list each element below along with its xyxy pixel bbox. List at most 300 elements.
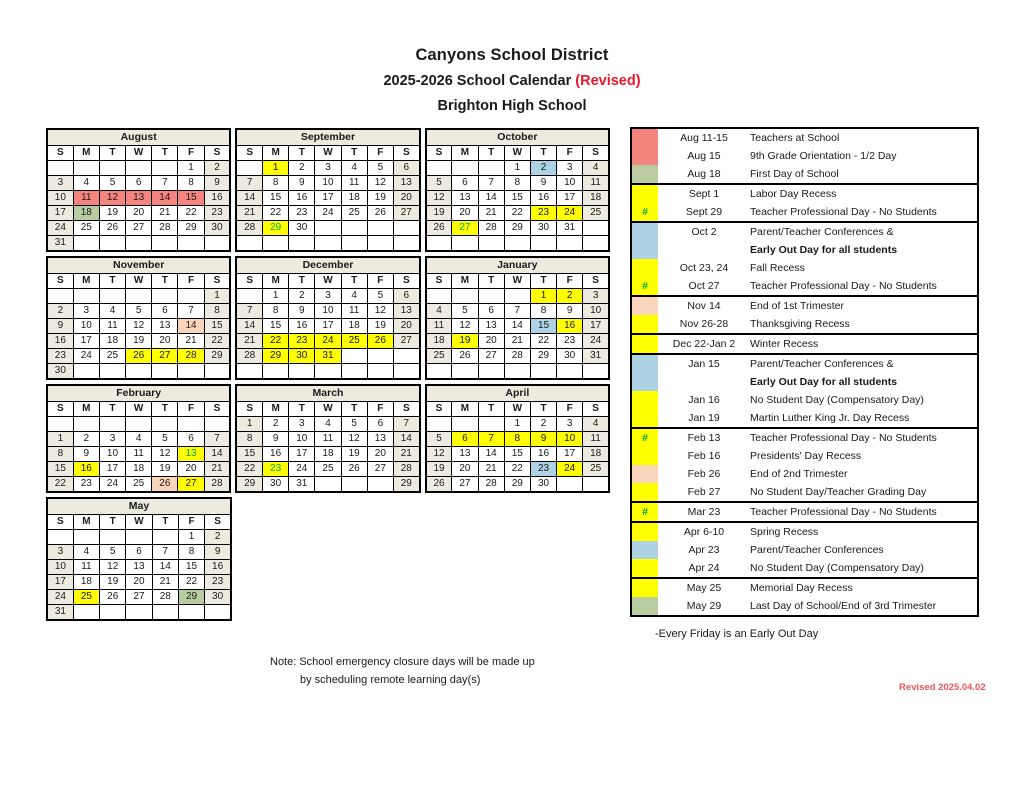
- day-cell[interactable]: 7: [236, 304, 262, 319]
- day-cell[interactable]: 12: [452, 319, 478, 334]
- day-cell[interactable]: 16: [205, 560, 231, 575]
- day-cell[interactable]: 29: [178, 221, 204, 236]
- day-cell[interactable]: 5: [99, 176, 125, 191]
- day-cell[interactable]: 7: [393, 417, 419, 432]
- day-cell[interactable]: 2: [557, 289, 583, 304]
- day-cell[interactable]: 11: [583, 176, 609, 191]
- day-cell[interactable]: 22: [263, 206, 289, 221]
- day-cell[interactable]: 22: [236, 462, 262, 477]
- day-cell[interactable]: 14: [478, 447, 504, 462]
- day-cell[interactable]: 5: [152, 432, 178, 447]
- day-cell[interactable]: 29: [236, 477, 262, 493]
- day-cell[interactable]: 14: [478, 191, 504, 206]
- day-cell[interactable]: 6: [393, 161, 419, 176]
- day-cell[interactable]: 15: [178, 191, 204, 206]
- day-cell[interactable]: 23: [263, 462, 289, 477]
- day-cell[interactable]: 24: [47, 590, 73, 605]
- day-cell[interactable]: 13: [452, 191, 478, 206]
- day-cell[interactable]: 16: [263, 447, 289, 462]
- day-cell[interactable]: 18: [341, 191, 367, 206]
- day-cell[interactable]: 23: [205, 575, 231, 590]
- day-cell[interactable]: 3: [99, 432, 125, 447]
- day-cell[interactable]: 26: [367, 206, 393, 221]
- day-cell[interactable]: 14: [152, 560, 178, 575]
- day-cell[interactable]: 19: [367, 191, 393, 206]
- day-cell[interactable]: 18: [583, 447, 609, 462]
- day-cell[interactable]: 14: [236, 191, 262, 206]
- day-cell[interactable]: 11: [99, 319, 125, 334]
- day-cell[interactable]: 21: [204, 462, 230, 477]
- day-cell[interactable]: 24: [315, 334, 341, 349]
- day-cell[interactable]: 30: [47, 364, 73, 380]
- day-cell[interactable]: 20: [393, 191, 419, 206]
- day-cell[interactable]: 17: [557, 447, 583, 462]
- day-cell[interactable]: 8: [47, 447, 73, 462]
- day-cell[interactable]: 16: [204, 191, 230, 206]
- day-cell[interactable]: 7: [152, 176, 178, 191]
- day-cell[interactable]: 27: [152, 349, 178, 364]
- day-cell[interactable]: 26: [426, 221, 452, 236]
- day-cell[interactable]: 10: [73, 319, 99, 334]
- day-cell[interactable]: 7: [504, 304, 530, 319]
- day-cell[interactable]: 11: [315, 432, 341, 447]
- day-cell[interactable]: 13: [152, 319, 178, 334]
- day-cell[interactable]: 13: [393, 304, 419, 319]
- day-cell[interactable]: 5: [367, 289, 393, 304]
- day-cell[interactable]: 30: [289, 349, 315, 364]
- day-cell[interactable]: 10: [557, 432, 583, 447]
- day-cell[interactable]: 1: [504, 161, 530, 176]
- day-cell[interactable]: 22: [530, 334, 556, 349]
- day-cell[interactable]: 19: [452, 334, 478, 349]
- day-cell[interactable]: 12: [152, 447, 178, 462]
- day-cell[interactable]: 4: [583, 161, 609, 176]
- day-cell[interactable]: 13: [126, 191, 152, 206]
- day-cell[interactable]: 15: [530, 319, 556, 334]
- day-cell[interactable]: 5: [367, 161, 393, 176]
- day-cell[interactable]: 1: [47, 432, 73, 447]
- day-cell[interactable]: 8: [504, 176, 530, 191]
- day-cell[interactable]: 14: [178, 319, 204, 334]
- day-cell[interactable]: 9: [73, 447, 99, 462]
- day-cell[interactable]: 4: [315, 417, 341, 432]
- day-cell[interactable]: 22: [47, 477, 73, 493]
- day-cell[interactable]: 17: [315, 319, 341, 334]
- day-cell[interactable]: 2: [289, 161, 315, 176]
- day-cell[interactable]: 8: [530, 304, 556, 319]
- day-cell[interactable]: 7: [236, 176, 262, 191]
- day-cell[interactable]: 6: [393, 289, 419, 304]
- day-cell[interactable]: 7: [178, 304, 204, 319]
- day-cell[interactable]: 23: [47, 349, 73, 364]
- day-cell[interactable]: 7: [478, 176, 504, 191]
- day-cell[interactable]: 6: [178, 432, 204, 447]
- day-cell[interactable]: 10: [315, 176, 341, 191]
- day-cell[interactable]: 4: [341, 161, 367, 176]
- day-cell[interactable]: 17: [315, 191, 341, 206]
- day-cell[interactable]: 15: [47, 462, 73, 477]
- day-cell[interactable]: 18: [341, 319, 367, 334]
- day-cell[interactable]: 29: [178, 590, 204, 605]
- day-cell[interactable]: 30: [204, 221, 230, 236]
- day-cell[interactable]: 6: [152, 304, 178, 319]
- day-cell[interactable]: 5: [426, 432, 452, 447]
- day-cell[interactable]: 14: [393, 432, 419, 447]
- day-cell[interactable]: 17: [289, 447, 315, 462]
- day-cell[interactable]: 17: [583, 319, 609, 334]
- day-cell[interactable]: 25: [99, 349, 125, 364]
- day-cell[interactable]: 22: [504, 206, 530, 221]
- day-cell[interactable]: 12: [341, 432, 367, 447]
- day-cell[interactable]: 6: [126, 545, 152, 560]
- day-cell[interactable]: 29: [504, 477, 530, 493]
- day-cell[interactable]: 21: [504, 334, 530, 349]
- day-cell[interactable]: 3: [47, 545, 73, 560]
- day-cell[interactable]: 2: [530, 161, 556, 176]
- day-cell[interactable]: 31: [557, 221, 583, 236]
- day-cell[interactable]: 18: [73, 206, 99, 221]
- day-cell[interactable]: 9: [289, 176, 315, 191]
- day-cell[interactable]: 9: [47, 319, 73, 334]
- day-cell[interactable]: 4: [99, 304, 125, 319]
- day-cell[interactable]: 9: [263, 432, 289, 447]
- day-cell[interactable]: 20: [126, 206, 152, 221]
- day-cell[interactable]: 28: [236, 221, 262, 236]
- day-cell[interactable]: 25: [315, 462, 341, 477]
- day-cell[interactable]: 7: [204, 432, 230, 447]
- day-cell[interactable]: 20: [478, 334, 504, 349]
- day-cell[interactable]: 27: [178, 477, 204, 493]
- day-cell[interactable]: 5: [426, 176, 452, 191]
- day-cell[interactable]: 23: [204, 206, 230, 221]
- day-cell[interactable]: 2: [73, 432, 99, 447]
- day-cell[interactable]: 16: [289, 319, 315, 334]
- day-cell[interactable]: 21: [152, 575, 178, 590]
- day-cell[interactable]: 15: [178, 560, 204, 575]
- day-cell[interactable]: 26: [100, 590, 126, 605]
- day-cell[interactable]: 28: [504, 349, 530, 364]
- day-cell[interactable]: 2: [289, 289, 315, 304]
- day-cell[interactable]: 3: [73, 304, 99, 319]
- day-cell[interactable]: 10: [47, 560, 73, 575]
- day-cell[interactable]: 15: [204, 319, 230, 334]
- day-cell[interactable]: 14: [504, 319, 530, 334]
- day-cell[interactable]: 30: [530, 221, 556, 236]
- day-cell[interactable]: 25: [341, 334, 367, 349]
- day-cell[interactable]: 16: [47, 334, 73, 349]
- day-cell[interactable]: 5: [452, 304, 478, 319]
- day-cell[interactable]: 25: [73, 590, 99, 605]
- day-cell[interactable]: 24: [47, 221, 73, 236]
- day-cell[interactable]: 21: [478, 206, 504, 221]
- day-cell[interactable]: 26: [126, 349, 152, 364]
- day-cell[interactable]: 12: [99, 191, 125, 206]
- day-cell[interactable]: 26: [152, 477, 178, 493]
- day-cell[interactable]: 1: [236, 417, 262, 432]
- day-cell[interactable]: 11: [73, 560, 99, 575]
- day-cell[interactable]: 29: [263, 349, 289, 364]
- day-cell[interactable]: 30: [530, 477, 556, 493]
- day-cell[interactable]: 8: [263, 176, 289, 191]
- day-cell[interactable]: 22: [178, 575, 204, 590]
- day-cell[interactable]: 18: [126, 462, 152, 477]
- day-cell[interactable]: 8: [204, 304, 230, 319]
- day-cell[interactable]: 16: [289, 191, 315, 206]
- day-cell[interactable]: 17: [73, 334, 99, 349]
- day-cell[interactable]: 20: [367, 447, 393, 462]
- day-cell[interactable]: 24: [583, 334, 609, 349]
- day-cell[interactable]: 9: [530, 432, 556, 447]
- day-cell[interactable]: 27: [478, 349, 504, 364]
- day-cell[interactable]: 6: [478, 304, 504, 319]
- day-cell[interactable]: 14: [204, 447, 230, 462]
- day-cell[interactable]: 26: [99, 221, 125, 236]
- day-cell[interactable]: 9: [204, 176, 230, 191]
- day-cell[interactable]: 30: [263, 477, 289, 493]
- day-cell[interactable]: 17: [47, 575, 73, 590]
- day-cell[interactable]: 19: [126, 334, 152, 349]
- day-cell[interactable]: 27: [393, 206, 419, 221]
- day-cell[interactable]: 23: [289, 206, 315, 221]
- day-cell[interactable]: 19: [341, 447, 367, 462]
- day-cell[interactable]: 17: [47, 206, 73, 221]
- day-cell[interactable]: 18: [315, 447, 341, 462]
- day-cell[interactable]: 3: [47, 176, 73, 191]
- day-cell[interactable]: 16: [530, 447, 556, 462]
- day-cell[interactable]: 1: [178, 161, 204, 176]
- day-cell[interactable]: 3: [557, 161, 583, 176]
- day-cell[interactable]: 27: [452, 221, 478, 236]
- day-cell[interactable]: 24: [289, 462, 315, 477]
- day-cell[interactable]: 6: [367, 417, 393, 432]
- day-cell[interactable]: 20: [178, 462, 204, 477]
- day-cell[interactable]: 21: [478, 462, 504, 477]
- day-cell[interactable]: 28: [152, 221, 178, 236]
- day-cell[interactable]: 8: [178, 176, 204, 191]
- day-cell[interactable]: 15: [263, 191, 289, 206]
- day-cell[interactable]: 4: [341, 289, 367, 304]
- day-cell[interactable]: 6: [452, 176, 478, 191]
- day-cell[interactable]: 27: [393, 334, 419, 349]
- day-cell[interactable]: 24: [315, 206, 341, 221]
- day-cell[interactable]: 1: [530, 289, 556, 304]
- day-cell[interactable]: 15: [504, 191, 530, 206]
- day-cell[interactable]: 31: [47, 605, 73, 621]
- day-cell[interactable]: 28: [204, 477, 230, 493]
- day-cell[interactable]: 27: [367, 462, 393, 477]
- day-cell[interactable]: 1: [263, 161, 289, 176]
- day-cell[interactable]: 27: [452, 477, 478, 493]
- day-cell[interactable]: 23: [530, 206, 556, 221]
- day-cell[interactable]: 18: [583, 191, 609, 206]
- day-cell[interactable]: 20: [452, 206, 478, 221]
- day-cell[interactable]: 1: [504, 417, 530, 432]
- day-cell[interactable]: 21: [393, 447, 419, 462]
- day-cell[interactable]: 25: [341, 206, 367, 221]
- day-cell[interactable]: 4: [73, 176, 99, 191]
- day-cell[interactable]: 17: [557, 191, 583, 206]
- day-cell[interactable]: 24: [99, 477, 125, 493]
- day-cell[interactable]: 22: [178, 206, 204, 221]
- day-cell[interactable]: 6: [452, 432, 478, 447]
- day-cell[interactable]: 16: [73, 462, 99, 477]
- day-cell[interactable]: 12: [100, 560, 126, 575]
- day-cell[interactable]: 2: [263, 417, 289, 432]
- day-cell[interactable]: 10: [315, 304, 341, 319]
- day-cell[interactable]: 10: [289, 432, 315, 447]
- day-cell[interactable]: 8: [236, 432, 262, 447]
- day-cell[interactable]: 30: [289, 221, 315, 236]
- day-cell[interactable]: 28: [236, 349, 262, 364]
- day-cell[interactable]: 12: [426, 191, 452, 206]
- day-cell[interactable]: 27: [126, 590, 152, 605]
- day-cell[interactable]: 5: [126, 304, 152, 319]
- day-cell[interactable]: 19: [426, 206, 452, 221]
- day-cell[interactable]: 25: [583, 206, 609, 221]
- day-cell[interactable]: 16: [530, 191, 556, 206]
- day-cell[interactable]: 7: [152, 545, 178, 560]
- day-cell[interactable]: 28: [478, 477, 504, 493]
- day-cell[interactable]: 14: [236, 319, 262, 334]
- day-cell[interactable]: 29: [204, 349, 230, 364]
- day-cell[interactable]: 18: [426, 334, 452, 349]
- day-cell[interactable]: 4: [73, 545, 99, 560]
- day-cell[interactable]: 20: [126, 575, 152, 590]
- day-cell[interactable]: 2: [205, 530, 231, 545]
- day-cell[interactable]: 28: [393, 462, 419, 477]
- day-cell[interactable]: 20: [152, 334, 178, 349]
- day-cell[interactable]: 23: [530, 462, 556, 477]
- day-cell[interactable]: 29: [263, 221, 289, 236]
- day-cell[interactable]: 23: [557, 334, 583, 349]
- day-cell[interactable]: 10: [47, 191, 73, 206]
- day-cell[interactable]: 18: [99, 334, 125, 349]
- day-cell[interactable]: 13: [367, 432, 393, 447]
- day-cell[interactable]: 11: [341, 176, 367, 191]
- day-cell[interactable]: 25: [73, 221, 99, 236]
- day-cell[interactable]: 11: [583, 432, 609, 447]
- day-cell[interactable]: 3: [315, 161, 341, 176]
- day-cell[interactable]: 27: [126, 221, 152, 236]
- day-cell[interactable]: 17: [99, 462, 125, 477]
- day-cell[interactable]: 31: [583, 349, 609, 364]
- day-cell[interactable]: 29: [504, 221, 530, 236]
- day-cell[interactable]: 6: [126, 176, 152, 191]
- day-cell[interactable]: 3: [315, 289, 341, 304]
- day-cell[interactable]: 19: [152, 462, 178, 477]
- day-cell[interactable]: 13: [126, 560, 152, 575]
- day-cell[interactable]: 31: [315, 349, 341, 364]
- day-cell[interactable]: 10: [583, 304, 609, 319]
- day-cell[interactable]: 3: [583, 289, 609, 304]
- day-cell[interactable]: 26: [341, 462, 367, 477]
- day-cell[interactable]: 3: [289, 417, 315, 432]
- day-cell[interactable]: 10: [557, 176, 583, 191]
- day-cell[interactable]: 8: [263, 304, 289, 319]
- day-cell[interactable]: 13: [178, 447, 204, 462]
- day-cell[interactable]: 5: [341, 417, 367, 432]
- day-cell[interactable]: 19: [99, 206, 125, 221]
- day-cell[interactable]: 4: [583, 417, 609, 432]
- day-cell[interactable]: 9: [530, 176, 556, 191]
- day-cell[interactable]: 25: [583, 462, 609, 477]
- day-cell[interactable]: 30: [557, 349, 583, 364]
- day-cell[interactable]: 15: [504, 447, 530, 462]
- day-cell[interactable]: 2: [204, 161, 230, 176]
- day-cell[interactable]: 31: [47, 236, 73, 252]
- day-cell[interactable]: 9: [557, 304, 583, 319]
- day-cell[interactable]: 28: [178, 349, 204, 364]
- day-cell[interactable]: 24: [73, 349, 99, 364]
- day-cell[interactable]: 13: [478, 319, 504, 334]
- day-cell[interactable]: 26: [367, 334, 393, 349]
- day-cell[interactable]: 1: [204, 289, 230, 304]
- day-cell[interactable]: 5: [100, 545, 126, 560]
- day-cell[interactable]: 4: [126, 432, 152, 447]
- day-cell[interactable]: 28: [478, 221, 504, 236]
- day-cell[interactable]: 22: [263, 334, 289, 349]
- day-cell[interactable]: 11: [126, 447, 152, 462]
- day-cell[interactable]: 11: [341, 304, 367, 319]
- day-cell[interactable]: 4: [426, 304, 452, 319]
- day-cell[interactable]: 19: [367, 319, 393, 334]
- day-cell[interactable]: 10: [99, 447, 125, 462]
- day-cell[interactable]: 29: [530, 349, 556, 364]
- day-cell[interactable]: 25: [426, 349, 452, 364]
- day-cell[interactable]: 16: [557, 319, 583, 334]
- day-cell[interactable]: 7: [478, 432, 504, 447]
- day-cell[interactable]: 8: [504, 432, 530, 447]
- day-cell[interactable]: 26: [426, 477, 452, 493]
- day-cell[interactable]: 24: [557, 462, 583, 477]
- day-cell[interactable]: 20: [393, 319, 419, 334]
- day-cell[interactable]: 23: [289, 334, 315, 349]
- day-cell[interactable]: 29: [393, 477, 419, 493]
- day-cell[interactable]: 19: [426, 462, 452, 477]
- day-cell[interactable]: 1: [263, 289, 289, 304]
- day-cell[interactable]: 3: [557, 417, 583, 432]
- day-cell[interactable]: 25: [126, 477, 152, 493]
- day-cell[interactable]: 15: [236, 447, 262, 462]
- day-cell[interactable]: 21: [236, 206, 262, 221]
- day-cell[interactable]: 12: [367, 304, 393, 319]
- day-cell[interactable]: 18: [73, 575, 99, 590]
- day-cell[interactable]: 19: [100, 575, 126, 590]
- day-cell[interactable]: 12: [126, 319, 152, 334]
- day-cell[interactable]: 15: [263, 319, 289, 334]
- day-cell[interactable]: 12: [367, 176, 393, 191]
- day-cell[interactable]: 22: [204, 334, 230, 349]
- day-cell[interactable]: 11: [426, 319, 452, 334]
- day-cell[interactable]: 28: [152, 590, 178, 605]
- day-cell[interactable]: 2: [47, 304, 73, 319]
- day-cell[interactable]: 12: [426, 447, 452, 462]
- day-cell[interactable]: 21: [236, 334, 262, 349]
- day-cell[interactable]: 9: [289, 304, 315, 319]
- day-cell[interactable]: 21: [152, 206, 178, 221]
- day-cell[interactable]: 1: [178, 530, 204, 545]
- day-cell[interactable]: 21: [178, 334, 204, 349]
- day-cell[interactable]: 26: [452, 349, 478, 364]
- day-cell[interactable]: 14: [152, 191, 178, 206]
- day-cell[interactable]: 30: [205, 590, 231, 605]
- day-cell[interactable]: 11: [73, 191, 99, 206]
- day-cell[interactable]: 9: [205, 545, 231, 560]
- day-cell[interactable]: 8: [178, 545, 204, 560]
- day-cell[interactable]: 31: [289, 477, 315, 493]
- day-cell[interactable]: 23: [73, 477, 99, 493]
- day-cell[interactable]: 13: [393, 176, 419, 191]
